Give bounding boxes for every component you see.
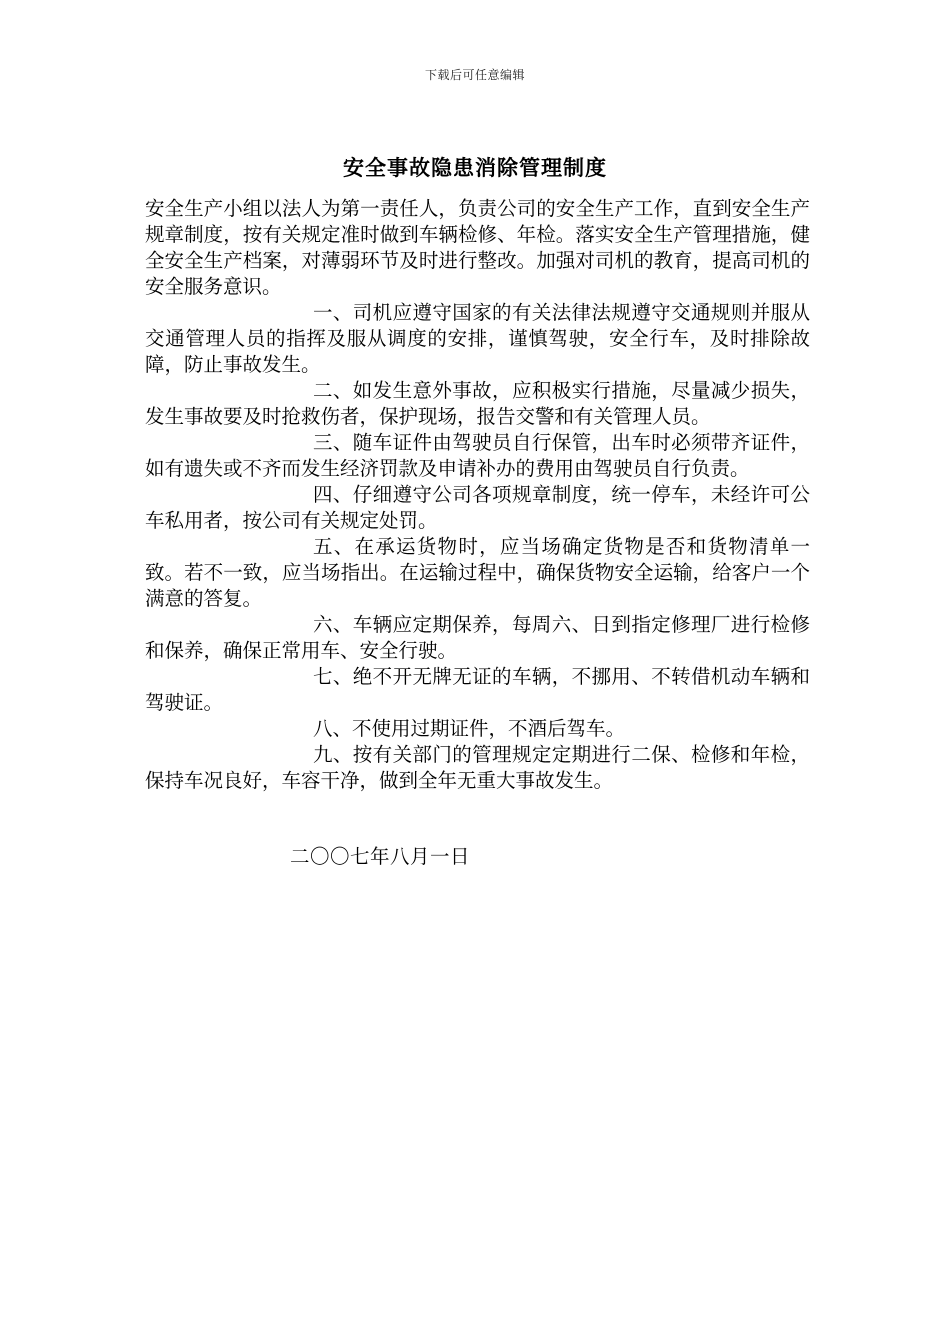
clause-3: 三、随车证件由驾驶员自行保管，出车时必须带齐证件，如有遗失或不齐而发生经济罚款及申请补办的费用由驾驶员自行负责。: [145, 431, 810, 480]
document-date: 二〇〇七年八月一日: [290, 845, 471, 868]
clause-9: 九、按有关部门的管理规定定期进行二保、检修和年检，保持车况良好，车容干净，做到全年无重大事故发生。: [145, 743, 810, 792]
clause-8: 八、不使用过期证件，不酒后驾车。: [313, 717, 626, 740]
header-note: 下载后可任意编辑: [424, 68, 525, 82]
clause-7: 七、绝不开无牌无证的车辆，不挪用、不转借机动车辆和驾驶证。: [145, 665, 810, 714]
clause-6: 六、车辆应定期保养，每周六、日到指定修理厂进行检修和保养，确保正常用车、安全行驶。: [145, 613, 810, 662]
clause-5: 五、在承运货物时，应当场确定货物是否和货物清单一致。若不一致，应当场指出。在运输过程中，确保货物安全运输，给客户一个满意的答复。: [145, 535, 810, 610]
intro-paragraph: 安全生产小组以法人为第一责任人，负责公司的安全生产工作，直到安全生产规章制度，按有关规定准时做到车辆检修、年检。落实安全生产管理措施，健全安全生产档案，对薄弱环节及时进行整改。加强对司机的教育，提高司机的安全服务意识。: [145, 197, 810, 298]
clause-2: 二、如发生意外事故，应积极实行措施，尽量减少损失，发生事故要及时抢救伤者，保护现场，报告交警和有关管理人员。: [145, 379, 810, 428]
clause-4: 四、仔细遵守公司各项规章制度，统一停车，未经许可公车私用者，按公司有关规定处罚。: [145, 483, 810, 532]
document-title: 安全事故隐患消除管理制度: [343, 155, 607, 180]
document-body: [145, 196, 810, 794]
clause-1: 一、司机应遵守国家的有关法律法规遵守交通规则并服从交通管理人员的指挥及服从调度的安排，谨慎驾驶，安全行车，及时排除故障，防止事故发生。: [145, 301, 810, 376]
